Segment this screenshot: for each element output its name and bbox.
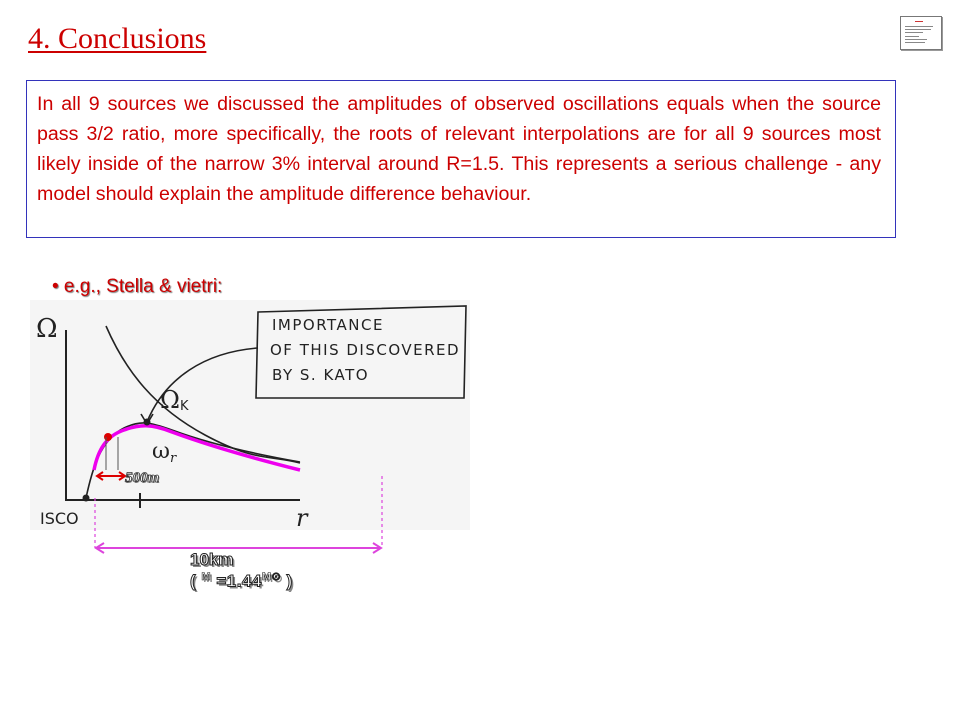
keplerian-label: Ω (160, 386, 180, 414)
x-axis-symbol: r (296, 504, 308, 532)
solar-mass-symbol: M⊙ (261, 571, 282, 583)
mass-symbol: M (201, 571, 212, 583)
mass-value: =1.44 (216, 571, 262, 591)
slide-title: 4. Conclusions (28, 22, 207, 55)
isco-label: ISCO (40, 509, 79, 528)
y-axis-symbol: Ω (36, 314, 58, 344)
radial-subscript: r (170, 451, 177, 466)
conclusion-text: In all 9 sources we discussed the amplitudes of observed oscillations equals when the source pass 3/2 ratio, more specifically, the roots of relevant interpolations are for all 9 sources most likely inside of the narrow 3% interval around R=1.5. This represents a serious challenge - any model should explain the amplitude difference behaviour. (37, 93, 881, 205)
scale-label: 10km (190, 550, 234, 569)
radial-label: ω (152, 439, 170, 464)
mass-close: ) (286, 571, 293, 591)
note-line-3: BY S. KATO (272, 366, 370, 384)
example-bullet: • e.g., Stella & vietri: (52, 276, 223, 297)
note-line-1: IMPORTANCE (272, 316, 384, 334)
keplerian-subscript: K (180, 399, 189, 414)
sketch-background (30, 300, 470, 530)
peak-point (144, 419, 151, 426)
small-scale-label: 500m (125, 470, 160, 486)
isco-point (83, 495, 90, 502)
resonance-point (104, 433, 112, 441)
note-line-2: OF THIS DISCOVERED (270, 341, 461, 359)
mass-open: ( (190, 571, 197, 591)
scale-annotation (190, 550, 293, 592)
mass-annotation (190, 570, 293, 592)
